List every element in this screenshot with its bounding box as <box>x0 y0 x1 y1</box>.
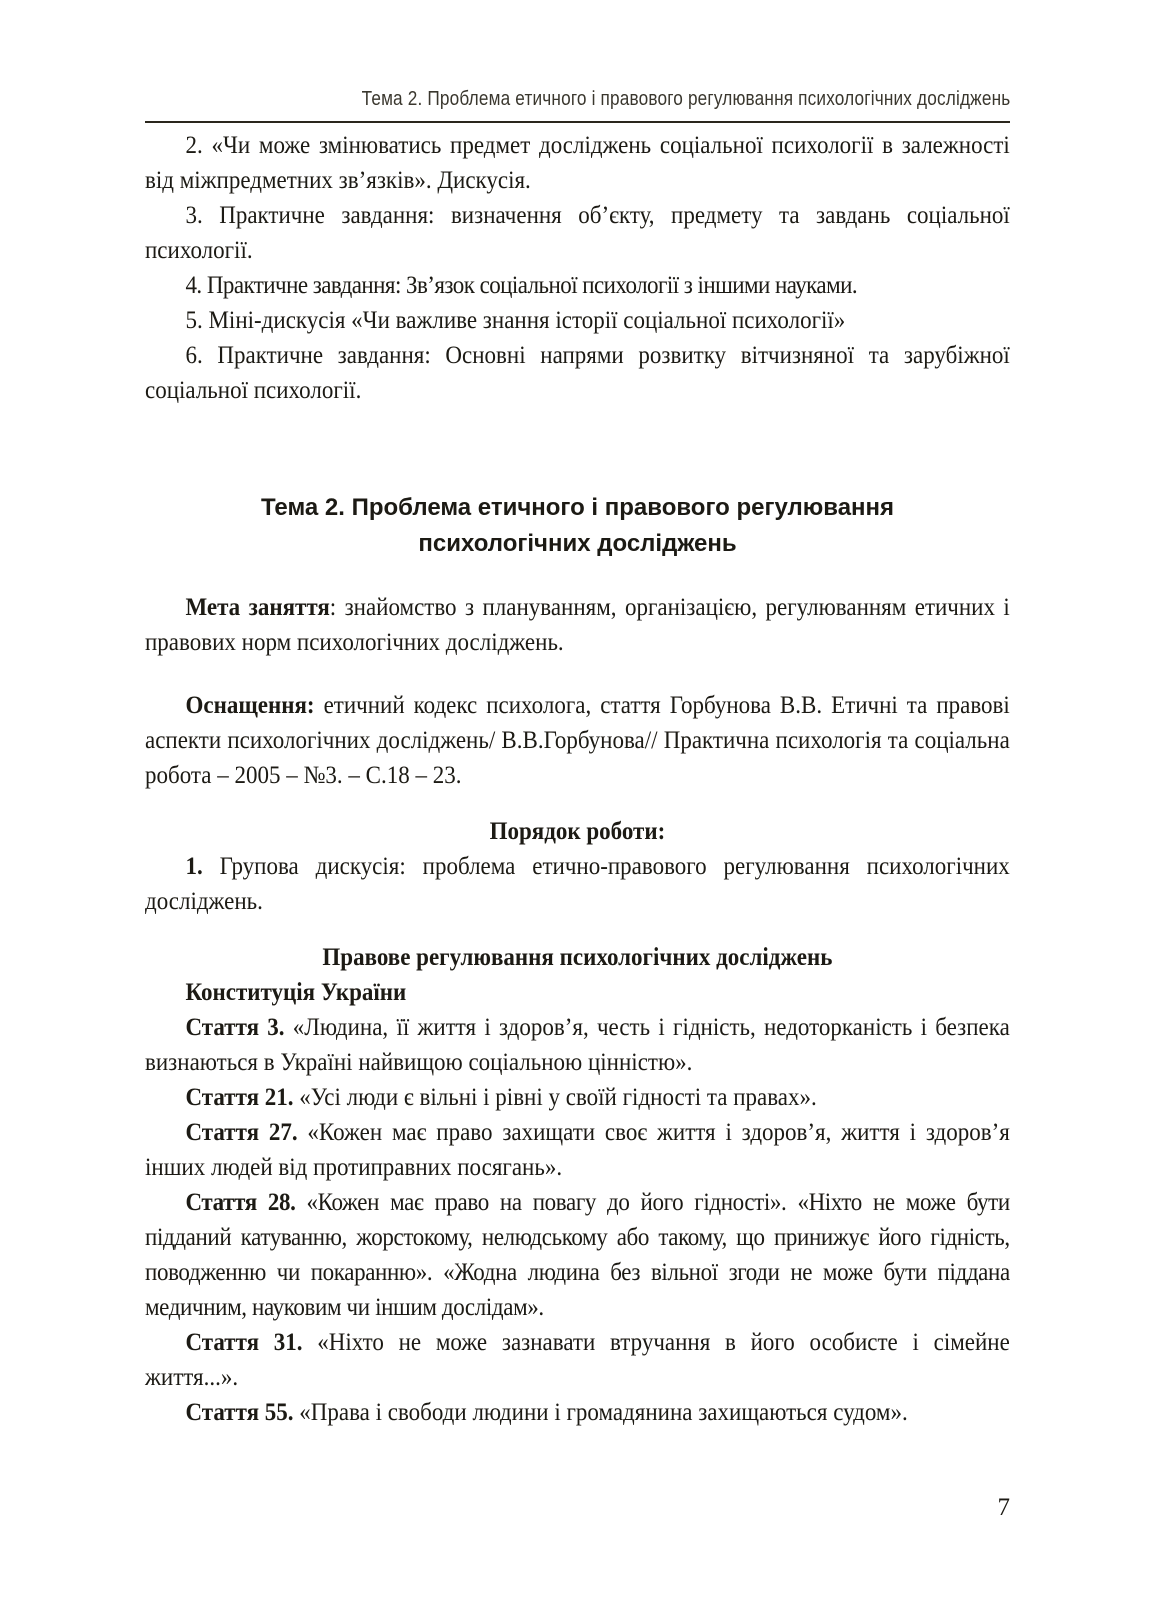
work-order-item-text: Групова дискусія: проблема етично-правового регулювання психологічних досліджень. <box>145 853 1010 915</box>
article-31 <box>145 1325 1010 1395</box>
task-item: 4. Практичне завдання: Зв’язок соціальної психології з іншими науками. <box>185 272 858 299</box>
article-3 <box>145 1010 1010 1080</box>
topic-title-line-1: Тема 2. Проблема етичного і правового регулювання <box>260 494 895 521</box>
topic-title <box>145 490 1010 562</box>
article-label: Стаття 55. <box>185 1399 294 1426</box>
previous-topic-task-list <box>145 128 1010 408</box>
work-order-item <box>145 849 1010 919</box>
task-item: 6. Практичне завдання: Основні напрями розвитку вітчизняної та зарубіжної соціальної психології. <box>145 342 1010 404</box>
task-item: 5. Міні-дискусія «Чи важливе знання історії соціальної психології» <box>185 307 846 334</box>
topic-title-line-2: психологічних досліджень <box>418 530 737 557</box>
article-label: Стаття 28. <box>185 1189 296 1216</box>
page-number: 7 <box>997 1494 1010 1521</box>
equipment-text: етичний кодекс психолога, стаття Горбунова В.В. Етичні та правові аспекти психологічних досліджень/ В.В.Горбунова// Практична психологія та соціальна робота – 2005 – №3. – С.18 – 23. <box>145 692 1010 789</box>
article-label: Стаття 27. <box>185 1119 298 1146</box>
running-header: Тема 2. Проблема етичного і правового регулювання психологічних досліджень <box>361 88 1010 110</box>
article-label: Стаття 31. <box>185 1329 303 1356</box>
work-order-item-number: 1. <box>185 853 203 880</box>
task-item: 2. «Чи може змінюватись предмет досліджень соціальної психології в залежності від міжпредметних зв’язків». Дискусія. <box>145 132 1010 194</box>
task-item: 3. Практичне завдання: визначення об’єкту, предмету та завдань соціальної психології. <box>145 202 1010 264</box>
goal-label: Мета заняття <box>185 594 330 621</box>
legal-regulation-section <box>145 940 1010 1430</box>
article-21 <box>145 1080 1010 1115</box>
article-text: «Ніхто не може зазнавати втручання в його особисте і сімейне життя...». <box>145 1329 1010 1391</box>
article-text: «Усі люди є вільні і рівні у своїй гідності та правах». <box>293 1084 817 1111</box>
goal-text: : знайомство з плануванням, організацією, регулюванням етичних і правових норм психологічних досліджень. <box>145 594 1010 656</box>
lesson-equipment <box>145 688 1010 793</box>
equipment-label: Оснащення: <box>185 692 315 719</box>
article-27 <box>145 1115 1010 1185</box>
article-text: «Права і свободи людини і громадянина захищаються судом». <box>293 1399 908 1426</box>
legal-heading: Правове регулювання психологічних досліджень <box>322 944 833 971</box>
article-text: «Людина, її життя і здоров’я, честь і гідність, недоторканість і безпека визнаються в Україні найвищою соціальною цінністю». <box>145 1014 1010 1076</box>
article-text: «Кожен має право захищати своє життя і здоров’я, життя і здоров’я інших людей від протиправних посягань». <box>145 1119 1010 1181</box>
article-label: Стаття 3. <box>185 1014 285 1041</box>
work-order <box>145 814 1010 919</box>
work-order-heading: Порядок роботи: <box>489 818 666 845</box>
article-text: «Кожен має право на повагу до його гідності». «Ніхто не може бути підданий катуванню, жорстокому, нелюдському або такому, що принижує його гідність, поводженню чи покаранню». «Жодна людина без вільної згоди не може бути піддана медичним, науковим чи іншим дослідам». <box>145 1189 1010 1321</box>
lesson-goal <box>145 590 1010 660</box>
article-55 <box>145 1395 1010 1430</box>
article-28 <box>145 1185 1010 1325</box>
article-label: Стаття 21. <box>185 1084 294 1111</box>
header-divider <box>145 121 1010 123</box>
constitution-subheading: Конституція України <box>185 979 407 1006</box>
